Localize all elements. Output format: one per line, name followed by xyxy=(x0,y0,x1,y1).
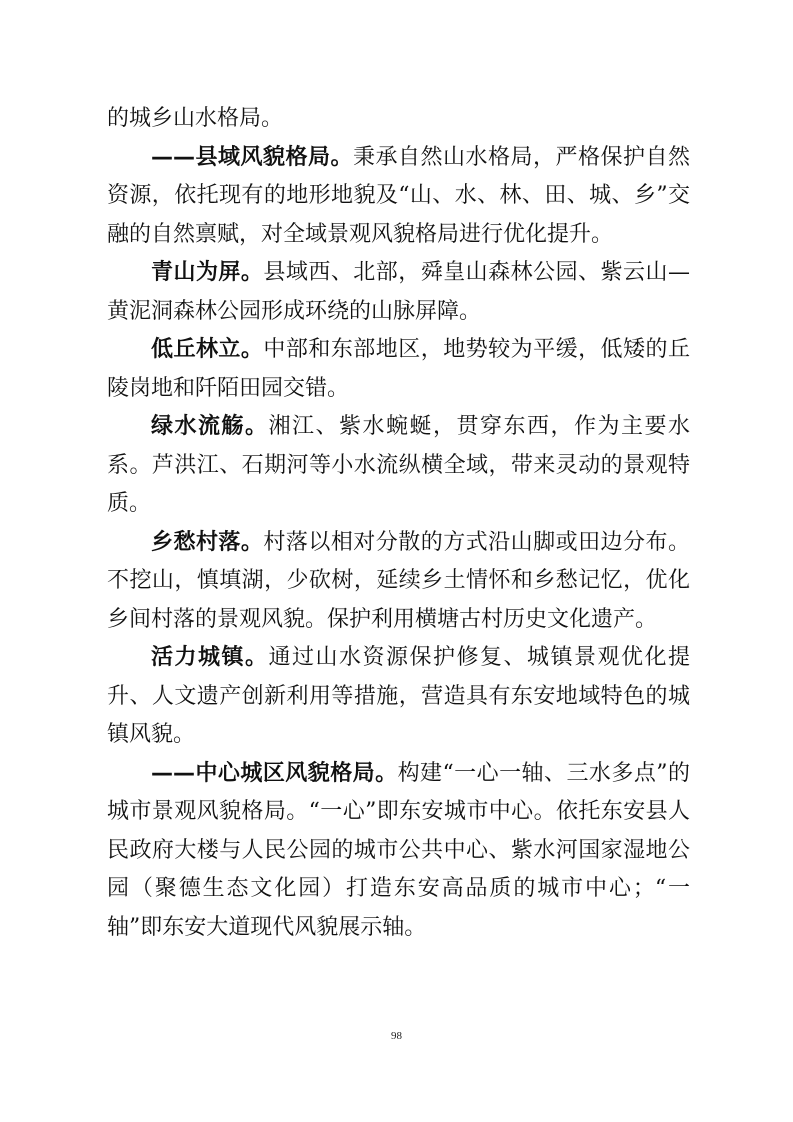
paragraph-text: 湘江、紫水蜿蜒，贯穿东西，作为主要水系。芦洪江、石期河等小水流纵横全域，带来灵动的景观特质。 xyxy=(107,414,690,516)
paragraph-county-landscape xyxy=(107,139,690,255)
paragraph-heading: ——县域风貌格局。 xyxy=(151,144,353,170)
paragraph-text: 秉承自然山水格局，严格保护自然资源，依托现有的地形地貌及“山、水、林、田、城、乡”交融的自然禀赋，对全域景观风貌格局进行优化提升。 xyxy=(107,144,690,247)
paragraph-green-mountains xyxy=(107,254,690,331)
paragraph-heading: 绿水流觞。 xyxy=(151,414,269,439)
paragraph-heading: 乡愁村落。 xyxy=(151,529,264,555)
body-text xyxy=(107,100,690,947)
paragraph-text: 中部和东部地区，地势较为平缓，低矮的丘陵岗地和阡陌田园交错。 xyxy=(107,337,690,401)
page-number: 98 xyxy=(391,1030,402,1042)
paragraph-central-city xyxy=(107,755,690,948)
paragraph-heading: ——中心城区风貌格局。 xyxy=(151,760,398,786)
paragraph-text: 县域西、北部，舜皇山森林公园、紫云山—黄泥洞森林公园形成环绕的山脉屏障。 xyxy=(107,260,690,324)
paragraph-continuation xyxy=(107,100,690,139)
paragraph-vital-towns xyxy=(107,639,690,755)
paragraph-low-hills xyxy=(107,331,690,408)
paragraph-villages xyxy=(107,524,690,640)
paragraph-heading: 活力城镇。 xyxy=(151,645,269,670)
paragraph-green-water xyxy=(107,408,690,524)
paragraph-heading: 青山为屏。 xyxy=(151,260,264,285)
paragraph-text: 村落以相对分散的方式沿山脚或田边分布。不挖山，慎填湖，少砍树，延续乡土情怀和乡愁记忆，优化乡间村落的景观风貌。保护利用横塘古村历史文化遗产。 xyxy=(107,529,690,632)
paragraph-text: 通过山水资源保护修复、城镇景观优化提升、人文遗产创新利用等措施，营造具有东安地域特色的城镇风貌。 xyxy=(107,645,690,747)
paragraph-text: 构建“一心一轴、三水多点”的城市景观风貌格局。“一心”即东安城市中心。依托东安县人民政府大楼与人民公园的城市公共中心、紫水河国家湿地公园（聚德生态文化园）打造东安高品质的城市中心；“一轴”即东安大道现代风貌展示轴。 xyxy=(107,760,690,940)
paragraph-text: 的城乡山水格局。 xyxy=(107,106,284,131)
paragraph-heading: 低丘林立。 xyxy=(151,337,264,362)
